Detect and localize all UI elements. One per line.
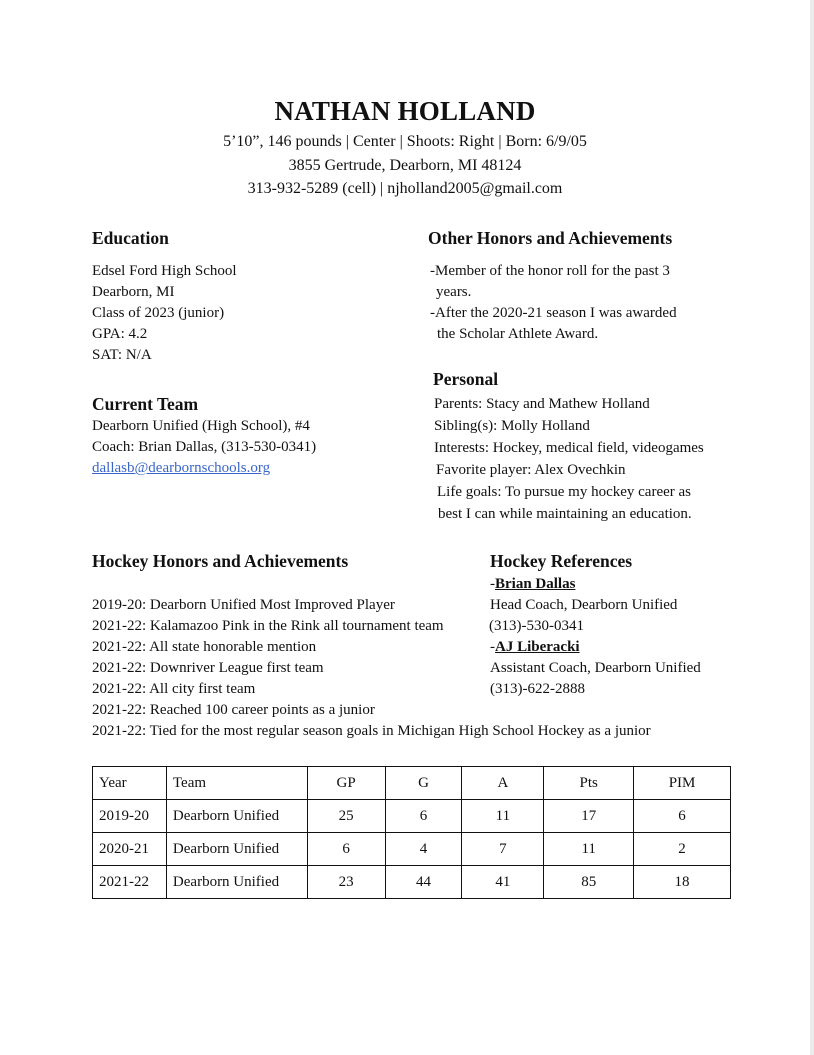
header-cell: G: [385, 767, 462, 800]
hockey-honor-item: 2021-22: Tied for the most regular season goals in Michigan High School Hockey as a junior: [92, 723, 651, 739]
table-cell: 41: [462, 866, 544, 899]
table-cell: 6: [634, 800, 731, 833]
header-cell: GP: [307, 767, 385, 800]
personal-line: best I can while maintaining an education.: [438, 506, 692, 522]
education-line: GPA: 4.2: [92, 326, 148, 342]
table-cell: 4: [385, 833, 462, 866]
table-row: [93, 866, 731, 899]
education-block: [92, 261, 237, 366]
personal-line: Sibling(s): Molly Holland: [434, 418, 590, 434]
coach-email-link[interactable]: dallasb@dearbornschools.org: [92, 460, 271, 476]
address-line: 3855 Gertrude, Dearborn, MI 48124: [288, 157, 522, 174]
table-cell: 17: [544, 800, 634, 833]
table-cell: 18: [634, 866, 731, 899]
resume-name: NATHAN HOLLAND: [274, 96, 536, 126]
reference-name: Brian Dallas: [495, 576, 576, 592]
reference-phone: (313)-530-0341: [489, 618, 584, 634]
table-cell: 44: [385, 866, 462, 899]
education-line: Dearborn, MI: [92, 284, 175, 300]
table-cell: Dearborn Unified: [166, 800, 307, 833]
other-honors-heading: Other Honors and Achievements: [428, 228, 673, 248]
reference-name: AJ Liberacki: [495, 639, 580, 655]
honor-line: -After the 2020-21 season I was awarded: [430, 305, 677, 321]
table-cell: 85: [544, 866, 634, 899]
personal-line: Life goals: To pursue my hockey career as: [437, 484, 691, 500]
other-honors-block: [430, 261, 677, 345]
current-team-heading: Current Team: [92, 394, 199, 414]
honor-line: -Member of the honor roll for the past 3: [430, 263, 670, 279]
table-cell: 2021-22: [93, 866, 167, 899]
table-cell: 23: [307, 866, 385, 899]
reference-name-line: -AJ Liberacki: [490, 639, 580, 655]
hockey-honor-item: 2021-22: Kalamazoo Pink in the Rink all tournament team: [92, 618, 444, 634]
table-cell: Dearborn Unified: [166, 833, 307, 866]
stats-table: [92, 766, 731, 899]
education-line: Class of 2023 (junior): [92, 305, 225, 321]
page-edge: [810, 0, 814, 1055]
header-cell: PIM: [634, 767, 731, 800]
education-line: Edsel Ford High School: [92, 263, 237, 279]
table-row: [93, 800, 731, 833]
references-block: [490, 574, 701, 700]
coach-line: Coach: Brian Dallas, (313-530-0341): [92, 439, 317, 455]
hockey-honor-item: 2021-22: Reached 100 career points as a junior: [92, 702, 375, 718]
hockey-honor-item: 2021-22: All state honorable mention: [92, 639, 317, 655]
header-cell: A: [462, 767, 544, 800]
education-heading: Education: [92, 228, 169, 248]
header-cell: Team: [166, 767, 307, 800]
table-cell: 6: [385, 800, 462, 833]
hockey-honor-item: 2021-22: Downriver League first team: [92, 660, 324, 676]
header-cell: Pts: [544, 767, 634, 800]
hockey-honor-item: 2019-20: Dearborn Unified Most Improved Player: [92, 597, 395, 613]
table-cell: 11: [544, 833, 634, 866]
hockey-honors-heading: Hockey Honors and Achievements: [92, 551, 349, 571]
honor-line: the Scholar Athlete Award.: [437, 326, 599, 342]
table-cell: 7: [462, 833, 544, 866]
reference-name-line: -Brian Dallas: [490, 576, 576, 592]
personal-line: Favorite player: Alex Ovechkin: [436, 462, 626, 478]
references-heading: Hockey References: [490, 551, 633, 571]
reference-role: Head Coach, Dearborn Unified: [490, 597, 678, 613]
hockey-honor-item: 2021-22: All city first team: [92, 681, 256, 697]
table-cell: 2: [634, 833, 731, 866]
education-line: SAT: N/A: [92, 347, 152, 363]
vitals-line: 5’10”, 146 pounds | Center | Shoots: Right | Born: 6/9/05: [223, 133, 587, 150]
table-cell: 25: [307, 800, 385, 833]
table-row: [93, 833, 731, 866]
table-cell: 11: [462, 800, 544, 833]
current-team-block: [92, 416, 316, 479]
table-cell: 2020-21: [93, 833, 167, 866]
table-cell: Dearborn Unified: [166, 866, 307, 899]
reference-role: Assistant Coach, Dearborn Unified: [490, 660, 701, 676]
reference-phone: (313)-622-2888: [490, 681, 585, 697]
personal-line: Parents: Stacy and Mathew Holland: [434, 396, 650, 412]
personal-block: [434, 394, 704, 525]
team-line: Dearborn Unified (High School), #4: [92, 418, 310, 434]
table-header-row: [93, 767, 731, 800]
personal-heading: Personal: [433, 369, 499, 389]
contact-line: 313-932-5289 (cell) | njholland2005@gmail.com: [247, 180, 563, 197]
honor-line: years.: [436, 284, 472, 300]
table-cell: 2019-20: [93, 800, 167, 833]
header-cell: Year: [93, 767, 167, 800]
personal-line: Interests: Hockey, medical field, videogames: [434, 440, 704, 456]
table-cell: 6: [307, 833, 385, 866]
